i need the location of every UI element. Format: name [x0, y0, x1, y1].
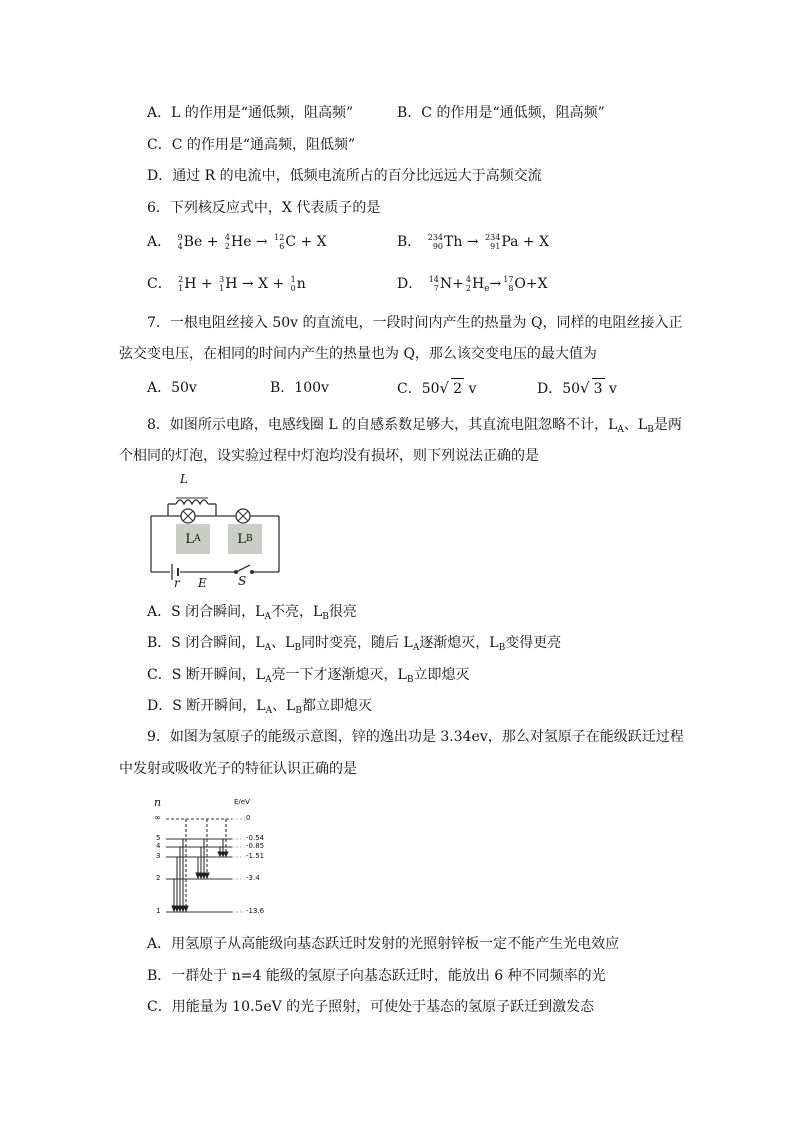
q9-stem-line2: 中发射或吸收光子的特征认识正确的是	[119, 761, 357, 777]
q6-option-a-label: A．	[147, 234, 172, 250]
q7-option-c-unit: v	[464, 381, 477, 397]
axis-n-label: n	[154, 796, 162, 809]
q8-b-sub1: A	[264, 643, 272, 653]
q5-option-b: B．C 的作用是“通低频，阻高频”	[397, 105, 605, 121]
q8-c-part2: 亮一下才逐渐熄灭，L	[271, 667, 407, 683]
q8-c-part3: 立即熄灭	[413, 667, 470, 683]
level-e-inf: 0	[246, 814, 251, 822]
q5-option-a: A．L 的作用是“通低频，阻高频”	[147, 105, 354, 121]
q8-d-part2: 、L	[272, 698, 296, 714]
level-e-2: -3.4	[246, 874, 260, 882]
level-n-5: 5	[156, 834, 161, 842]
q6-option-c: C． 2 1 H + 3 1 H → X + 1 0 n	[147, 275, 306, 293]
switch-lever	[236, 565, 250, 572]
q8-c-part1: C．S 断开瞬间，L	[147, 667, 266, 683]
q7-option-b: B．100v	[270, 380, 329, 396]
q8-b-part3: 同时变亮，随后 L	[301, 635, 413, 651]
q7-option-a: A．50v	[147, 380, 197, 396]
lamp-a-label-text: L	[185, 531, 195, 547]
q6-option-a: A． 9 4 Be + 4 2 He → 12 6 C + X	[147, 233, 327, 251]
q8-option-a	[147, 602, 357, 627]
q8-a-sub1: A	[264, 612, 271, 622]
lamp-b-label-sub: B	[246, 534, 253, 544]
q8-b-sub3: A	[412, 643, 420, 653]
inductor-coil	[176, 500, 208, 504]
q8-c-sub2: B	[406, 675, 414, 685]
level-e-5: -0.54	[246, 834, 265, 842]
q8-option-d	[147, 696, 372, 721]
lamp-a-label-sub: A	[194, 534, 201, 544]
q8-a-sub2: B	[322, 612, 329, 622]
q6-option-d-label: D．	[397, 276, 423, 292]
level-e-1: -13.6	[246, 907, 265, 915]
q8-b-sub2: B	[294, 643, 302, 653]
q7-option-c-radicand: 2	[451, 378, 464, 399]
emf-label: E	[198, 576, 207, 590]
q8-option-b	[147, 633, 561, 658]
q8-option-c	[147, 665, 469, 690]
circuit-svg	[146, 474, 286, 594]
lamp-a-label	[176, 524, 210, 554]
inductor-label: L	[180, 472, 188, 486]
q7-stem-line1: 7．一根电阻丝接入 50v 的直流电，一段时间内产生的热量为 Q，同样的电阻丝接入正	[147, 315, 683, 331]
level-n-2: 2	[156, 874, 161, 882]
lamp-b-label	[228, 524, 262, 554]
q9-option-a: A．用氢原子从高能级向基态跃迁时发射的光照射锌板一定不能产生光电效应	[147, 936, 620, 952]
q8-d-part3: 都立即熄灭	[301, 698, 372, 714]
q7-option-d-radicand: 3	[592, 378, 605, 399]
level-n-1: 1	[156, 907, 161, 915]
q8-b-sub4: B	[498, 643, 506, 653]
q8-b-part2: 、L	[271, 635, 295, 651]
transitions-to-n2	[196, 819, 209, 878]
q8-a-part2: 不亮，L	[270, 604, 323, 620]
level-n-3: 3	[156, 852, 161, 860]
q6-option-b: B． 234 90 Th → 234 91 Pa + X	[397, 233, 550, 251]
q9-stem-line1: 9．如图为氢原子的能级示意图，锌的逸出功是 3.34ev，那么对氢原子在能级跃迁过程	[147, 729, 684, 745]
q8-sub-b: B	[647, 425, 654, 435]
q8-a-part1: A．S 闭合瞬间，L	[147, 604, 265, 620]
q9-option-b: B．一群处于 n=4 能级的氢原子向基态跃迁时，能放出 6 种不同频率的光	[147, 968, 606, 984]
level-e-3: -1.51	[246, 852, 265, 860]
q6-option-b-label: B．	[397, 234, 422, 250]
q8-d-sub2: B	[295, 706, 302, 716]
q7-option-c-prefix: C．50	[397, 381, 440, 397]
q8-stem-part2: 、L	[623, 417, 648, 433]
q7-option-c: C．50√ 2 v	[397, 379, 477, 397]
q6-stem: 6．下列核反应式中，X 代表质子的是	[147, 200, 381, 216]
q8-stem-line2: 个相同的灯泡，设实验过程中灯泡均没有损坏，则下列说法正确的是	[119, 448, 539, 464]
q8-stem-part3: 是两	[653, 417, 682, 433]
q8-a-part3: 很亮	[328, 604, 357, 620]
axis-e-label: E/eV	[234, 798, 250, 806]
level-n-inf: ∞	[154, 813, 161, 822]
q5-option-d: D．通过 R 的电流中，低频电流所占的百分比远远大于高频交流	[147, 168, 542, 184]
q9-option-c: C．用能量为 10.5eV 的光子照射，可使处于基态的氢原子跃迁到激发态	[147, 999, 595, 1015]
q8-stem-part1: 8．如图所示电路，电感线圈 L 的自感系数足够大，其直流电阻忽略不计，L	[147, 417, 618, 433]
q6-option-c-label: C．	[147, 276, 172, 292]
energy-level-diagram	[150, 792, 280, 920]
q8-d-sub1: A	[265, 706, 273, 716]
q8-b-part4: 逐渐熄灭，L	[419, 635, 499, 651]
q7-option-d: D．50√ 3 v	[537, 379, 617, 397]
lamp-b-label-text: L	[237, 531, 246, 547]
level-n-4: 4	[156, 842, 161, 850]
q5-option-c: C．C 的作用是“通高频，阻低频”	[147, 137, 356, 153]
level-e-4: -0.85	[246, 842, 265, 850]
q7-stem-line2: 弦交变电压，在相同的时间内产生的热量也为 Q，那么该交变电压的最大值为	[119, 346, 597, 362]
resistance-label: r	[174, 576, 180, 590]
q7-option-d-unit: v	[604, 381, 617, 397]
q8-d-part1: D．S 断开瞬间，L	[147, 698, 266, 714]
q8-b-part1: B．S 闭合瞬间，L	[147, 635, 265, 651]
switch-label: S	[238, 574, 247, 588]
transitions-to-n3	[218, 819, 228, 856]
q8-stem-line1	[147, 415, 682, 440]
q8-b-part5: 变得更亮	[505, 635, 562, 651]
q6-option-d: D． 14 7 N+ 4 2 $H_e\to$ 17 8 O+X	[397, 275, 548, 294]
transitions-to-ground	[172, 819, 188, 911]
switch-contact-right	[250, 570, 254, 574]
q7-option-d-prefix: D．50	[537, 381, 581, 397]
circuit-diagram	[146, 474, 286, 594]
q8-sub-a: A	[617, 425, 624, 435]
q8-c-sub1: A	[265, 675, 272, 685]
